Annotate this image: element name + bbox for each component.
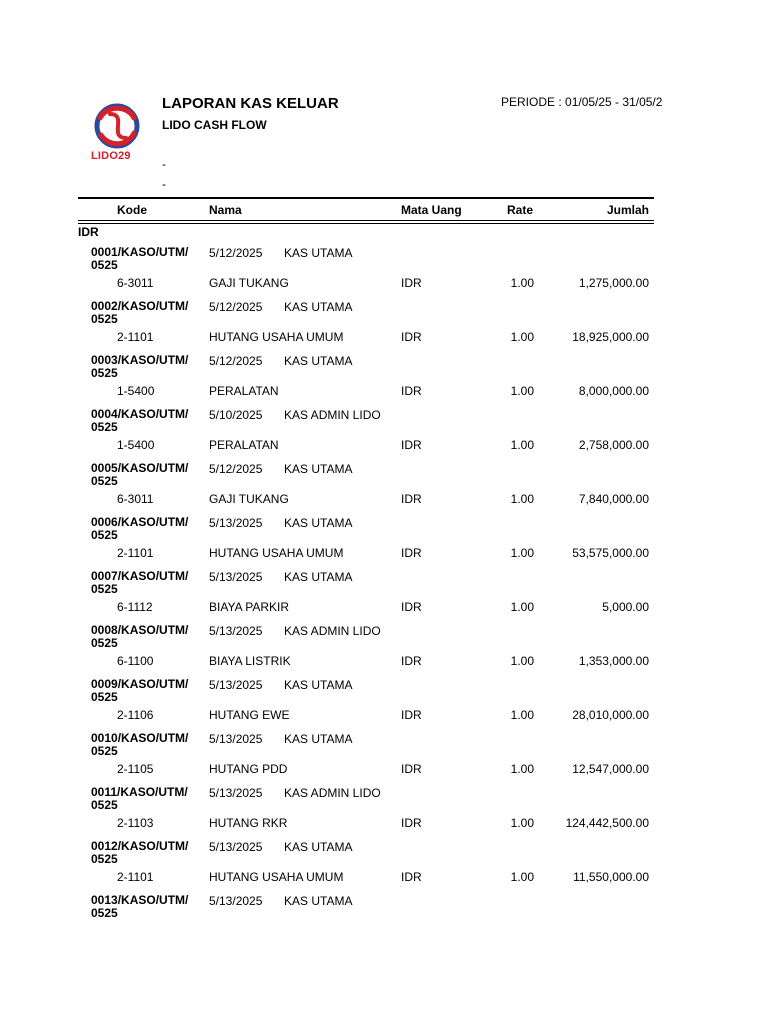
rate: 1.00 [510,492,534,506]
currency: IDR [401,816,422,830]
currency: IDR [401,762,422,776]
column-header-jumlah: Jumlah [606,203,649,217]
column-header-kode: Kode [117,203,147,217]
transaction-entry [0,569,768,623]
document-number: 0008/KASO/UTM/ 0525 [91,623,189,650]
currency: IDR [401,492,422,506]
account-name: PERALATAN [209,438,279,452]
rate: 1.00 [510,762,534,776]
account-code: 6-3011 [117,276,154,290]
amount: 124,442,500.00 [565,816,649,830]
currency: IDR [401,384,422,398]
document-number: 0003/KASO/UTM/ 0525 [91,353,189,380]
account-code: 2-1101 [117,330,154,344]
document-number: 0001/KASO/UTM/ 0525 [91,245,189,272]
transaction-date: 5/13/2025 [209,570,263,584]
rate: 1.00 [510,816,534,830]
rate: 1.00 [510,708,534,722]
cash-account: KAS UTAMA [284,354,353,368]
account-name: HUTANG PDD [209,762,288,776]
cash-account: KAS UTAMA [284,678,353,692]
cash-account: KAS UTAMA [284,894,353,908]
cash-account: KAS UTAMA [284,516,353,530]
transaction-entry [0,515,768,569]
logo-text: LIDO29 [91,150,131,162]
transaction-entry [0,299,768,353]
rate: 1.00 [510,870,534,884]
amount: 28,010,000.00 [572,708,649,722]
cash-account: KAS ADMIN LIDO [284,408,381,422]
document-number: 0010/KASO/UTM/ 0525 [91,731,189,758]
transaction-date: 5/13/2025 [209,516,263,530]
transaction-date: 5/12/2025 [209,462,263,476]
report-title: LAPORAN KAS KELUAR [162,95,339,112]
account-name: HUTANG USAHA UMUM [209,546,344,560]
account-name: HUTANG USAHA UMUM [209,870,344,884]
report-subtitle: LIDO CASH FLOW [162,118,267,132]
account-name: GAJI TUKANG [209,276,289,290]
account-name: BIAYA PARKIR [209,600,290,614]
account-name: HUTANG EWE [209,708,290,722]
column-header-mata-uang: Mata Uang [401,203,462,217]
transaction-date: 5/13/2025 [209,624,263,638]
account-code: 1-5400 [117,438,155,452]
account-code: 2-1106 [117,708,154,722]
account-code: 6-1100 [117,654,154,668]
account-code: 6-1112 [117,600,153,614]
account-code: 1-5400 [117,384,155,398]
account-name: HUTANG RKR [209,816,288,830]
document-number: 0011/KASO/UTM/ 0525 [91,785,188,812]
document-number: 0013/KASO/UTM/ 0525 [91,893,189,920]
periode-label: PERIODE : 01/05/25 - 31/05/2 [501,95,663,109]
account-code: 2-1103 [117,816,154,830]
amount: 1,275,000.00 [578,276,649,290]
document-number: 0006/KASO/UTM/ 0525 [91,515,189,542]
table-top-rule [78,197,654,199]
document-number: 0005/KASO/UTM/ 0525 [91,461,189,488]
transaction-entry [0,245,768,299]
account-name: PERALATAN [209,384,279,398]
amount: 11,550,000.00 [573,870,649,884]
transaction-date: 5/12/2025 [209,300,263,314]
rate: 1.00 [510,330,534,344]
cash-account: KAS ADMIN LIDO [284,786,381,800]
rate: 1.00 [510,654,534,668]
transaction-entry [0,353,768,407]
amount: 53,575,000.00 [572,546,649,560]
transaction-entry [0,407,768,461]
currency: IDR [401,870,422,884]
transaction-date: 5/12/2025 [209,354,263,368]
transaction-date: 5/12/2025 [209,246,263,260]
header-bottom-rule-2 [78,223,654,224]
account-code: 2-1101 [117,546,154,560]
header-line-1: - [162,157,166,171]
account-code: 2-1101 [117,870,154,884]
transaction-entry [0,839,768,893]
document-number: 0007/KASO/UTM/ 0525 [91,569,189,596]
document-number: 0002/KASO/UTM/ 0525 [91,299,189,326]
amount: 8,000,000.00 [578,384,649,398]
amount: 18,925,000.00 [572,330,649,344]
transaction-date: 5/10/2025 [209,408,263,422]
column-header-rate: Rate [507,203,534,217]
rate: 1.00 [510,546,534,560]
transaction-entry [0,731,768,785]
cash-account: KAS UTAMA [284,732,353,746]
account-code: 6-3011 [117,492,154,506]
transaction-date: 5/13/2025 [209,840,263,854]
currency: IDR [401,330,422,344]
currency: IDR [401,600,422,614]
amount: 12,547,000.00 [572,762,649,776]
rate: 1.00 [510,438,534,452]
header-line-2: - [162,177,166,191]
transaction-entry [0,785,768,839]
transaction-entry [0,677,768,731]
transaction-date: 5/13/2025 [209,678,263,692]
cash-account: KAS UTAMA [284,300,353,314]
currency: IDR [401,708,422,722]
column-header-nama: Nama [209,203,242,217]
amount: 2,758,000.00 [578,438,649,452]
amount: 5,000.00 [602,600,649,614]
cash-account: KAS UTAMA [284,840,353,854]
rate: 1.00 [510,384,534,398]
header-bottom-rule [78,220,654,221]
cash-account: KAS UTAMA [284,462,353,476]
cash-account: KAS UTAMA [284,246,353,260]
rate: 1.00 [510,600,534,614]
currency-group-label: IDR [78,225,99,239]
amount: 7,840,000.00 [578,492,649,506]
document-number: 0009/KASO/UTM/ 0525 [91,677,189,704]
document-number: 0004/KASO/UTM/ 0525 [91,407,189,434]
rate: 1.00 [510,276,534,290]
cash-account: KAS ADMIN LIDO [284,624,381,638]
amount: 1,353,000.00 [578,654,649,668]
transaction-entry [0,623,768,677]
account-code: 2-1105 [117,762,154,776]
account-name: GAJI TUKANG [209,492,289,506]
currency: IDR [401,438,422,452]
account-name: BIAYA LISTRIK [209,654,291,668]
cash-account: KAS UTAMA [284,570,353,584]
transaction-entry [0,893,768,947]
currency: IDR [401,546,422,560]
transaction-date: 5/13/2025 [209,894,263,908]
currency: IDR [401,276,422,290]
transaction-date: 5/13/2025 [209,786,263,800]
transaction-date: 5/13/2025 [209,732,263,746]
transaction-list [0,245,768,947]
account-name: HUTANG USAHA UMUM [209,330,344,344]
transaction-entry [0,461,768,515]
currency: IDR [401,654,422,668]
document-number: 0012/KASO/UTM/ 0525 [91,839,189,866]
